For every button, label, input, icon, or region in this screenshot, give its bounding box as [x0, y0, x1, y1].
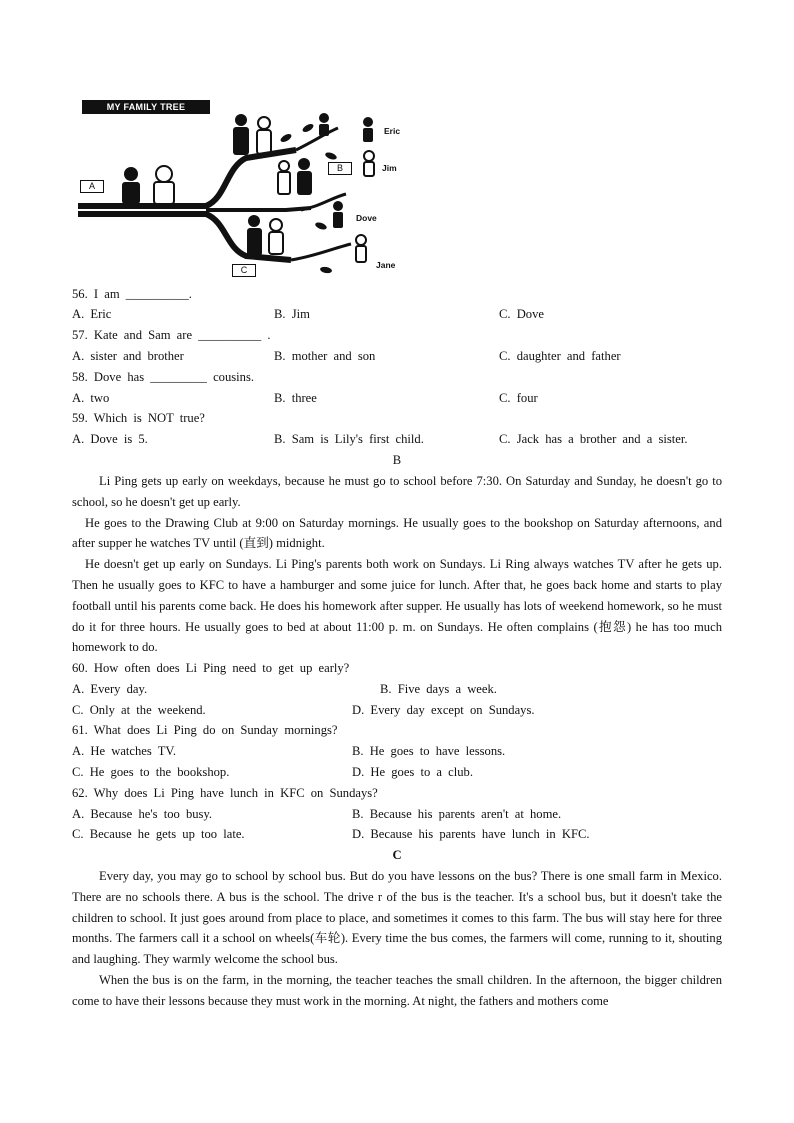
- question-61-stem: 61. What does Li Ping do on Sunday mornings?: [72, 723, 338, 737]
- question-56-stem: 56. I am __________.: [72, 287, 192, 301]
- section-c-heading: C: [392, 848, 402, 862]
- passage-b: [72, 471, 722, 658]
- question-60-option-d: D. Every day except on Sundays.: [352, 703, 535, 717]
- family-tree-figure: [76, 98, 416, 280]
- question-56-option-b: B. Jim: [274, 307, 310, 321]
- question-59-stem: 59. Which is NOT true?: [72, 411, 205, 425]
- question-59-option-b: B. Sam is Lily's first child.: [274, 432, 424, 446]
- question-60-option-c: C. Only at the weekend.: [72, 703, 206, 717]
- question-62-option-d: D. Because his parents have lunch in KFC.: [352, 827, 590, 841]
- question-61-option-c: C. He goes to the bookshop.: [72, 765, 230, 779]
- question-58-stem: 58. Dove has _________ cousins.: [72, 370, 255, 384]
- question-59-option-a: A. Dove is 5.: [72, 432, 148, 446]
- question-57-option-b: B. mother and son: [274, 349, 376, 363]
- passage-b-paragraph: Li Ping gets up early on weekdays, because he must go to school before 7:30. On Saturday and Sunday, he doesn't go to school, so he doesn't get up early.: [72, 474, 722, 509]
- question-60-option-b: B. Five days a week.: [380, 682, 497, 696]
- tree-name-jane: Jane: [376, 260, 396, 270]
- question-57-option-a: A. sister and brother: [72, 349, 184, 363]
- tree-name-dove: Dove: [356, 213, 377, 223]
- family-tree-drawing: [76, 98, 416, 280]
- question-62-option-c: C. Because he gets up too late.: [72, 827, 245, 841]
- question-61-option-a: A. He watches TV.: [72, 744, 177, 758]
- tree-label-a: A: [80, 180, 104, 193]
- question-62-stem: 62. Why does Li Ping have lunch in KFC on Sundays?: [72, 786, 378, 800]
- passage-b-paragraph: He doesn't get up early on Sundays. Li Ping's parents both work on Sundays. Li Ring always watches TV after he gets up. Then he usually goes to KFC to have a hamburger and some juice for lunch. After that, he goes back home and starts to play football until his parents come back. He does his homework after supper. He usually has lots of weekend homework, so he must do it for three hours. He usually goes to bed at about 11:00 p. m. on Sundays. He often complains (抱怨) he has too much homework to do.: [72, 557, 722, 655]
- question-61-option-b: B. He goes to have lessons.: [352, 744, 506, 758]
- section-b-heading: B: [392, 453, 402, 467]
- question-58-option-a: A. two: [72, 391, 110, 405]
- question-62-option-b: B. Because his parents aren't at home.: [352, 807, 562, 821]
- question-57-option-c: C. daughter and father: [499, 349, 621, 363]
- passage-c-paragraph: Every day, you may go to school by school bus. But do you have lessons on the bus? There is one small farm in Mexico. There are no schools there. A bus is the school. The drive r of the bus is the teacher. It's a school bus, but it doesn't take the children to school. It just goes around from place to place, and sometimes it comes to this farm. The bus will stay here for three months. The farmers call it a school on wheels(车轮). Every time the bus comes, the farmers will come, running to it, shouting and laughing. They warmly welcome the school bus.: [72, 869, 722, 967]
- passage-c-paragraph: When the bus is on the farm, in the morning, the teacher teaches the small children. In the afternoon, the bigger children come to have their lessons because they must work in the morning. At night, the fathers and mothers come: [72, 972, 722, 1008]
- tree-name-eric: Eric: [384, 126, 401, 136]
- question-60-stem: 60. How often does Li Ping need to get up early?: [72, 661, 350, 675]
- tree-label-c: C: [232, 264, 256, 277]
- question-62-option-a: A. Because he's too busy.: [72, 807, 213, 821]
- question-59-option-c: C. Jack has a brother and a sister.: [499, 432, 688, 446]
- passage-b-paragraph: He goes to the Drawing Club at 9:00 on Saturday mornings. He usually goes to the bookshop on Saturday afternoons, and after supper he watches TV until (直到) midnight.: [72, 515, 722, 551]
- question-57-stem: 57. Kate and Sam are __________ .: [72, 328, 271, 342]
- question-61-option-d: D. He goes to a club.: [352, 765, 473, 779]
- family-tree-title: MY FAMILY TREE: [82, 100, 210, 114]
- question-56-option-a: A. Eric: [72, 307, 112, 321]
- question-60-option-a: A. Every day.: [72, 682, 148, 696]
- question-58-option-b: B. three: [274, 391, 317, 405]
- passage-c: [72, 866, 722, 1012]
- tree-label-b: B: [328, 162, 352, 175]
- question-56-option-c: C. Dove: [499, 307, 544, 321]
- tree-name-jim: Jim: [382, 163, 397, 173]
- question-58-option-c: C. four: [499, 391, 538, 405]
